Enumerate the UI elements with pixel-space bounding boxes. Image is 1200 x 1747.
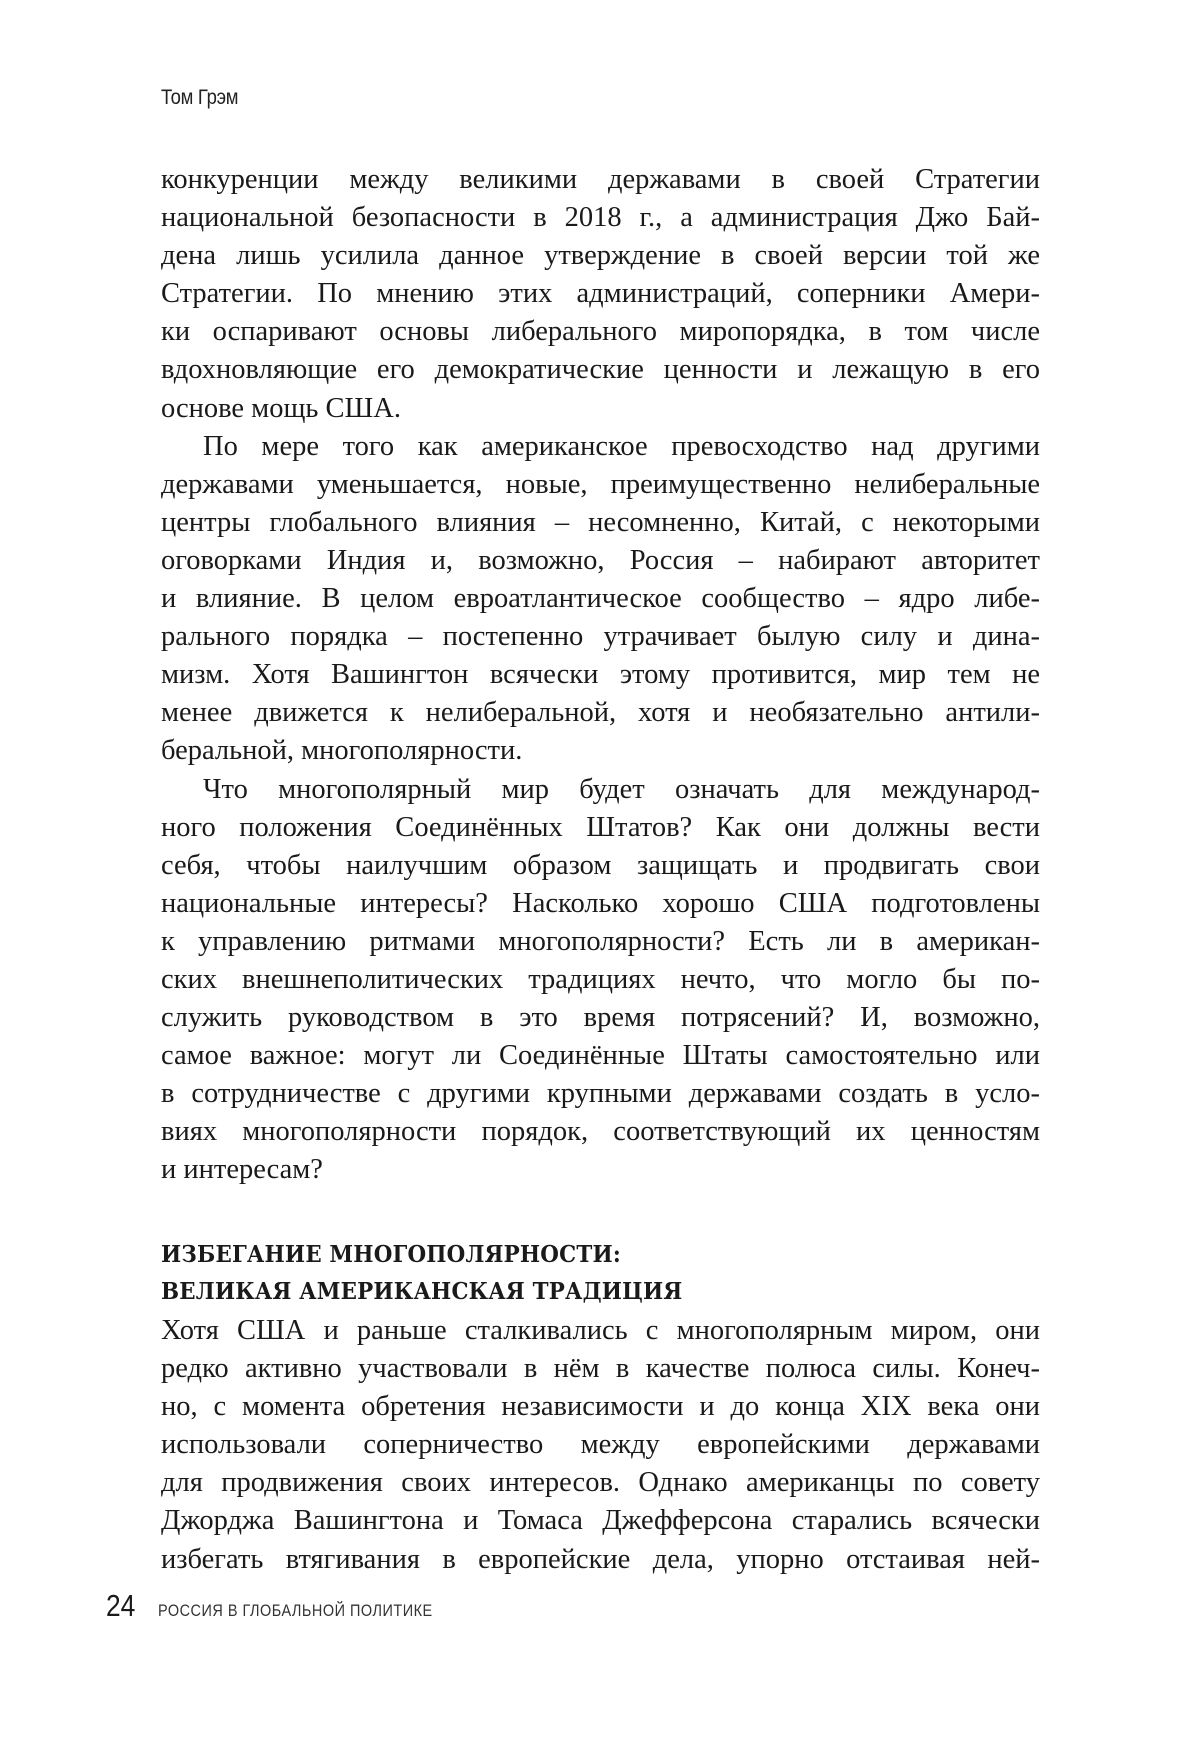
text-line: избегать втягивания в европейские дела, упорно отстаивая ней- [161, 1541, 1040, 1579]
text-line: редко активно участвовали в нём в качестве полюса силы. Конеч- [161, 1350, 1040, 1388]
text-line: но, с момента обретения независимости и до конца XIX века они [161, 1388, 1040, 1426]
section-heading-line: ВЕЛИКАЯ АМЕРИКАНСКАЯ ТРАДИЦИЯ [161, 1273, 682, 1310]
text-line: Джорджа Вашингтона и Томаса Джефферсона старались всячески [161, 1502, 1040, 1540]
text-line: самое важное: могут ли Соединённые Штаты самостоятельно или [161, 1037, 1040, 1075]
text-line: национальные интересы? Насколько хорошо США подготовлены [161, 885, 1040, 923]
text-line: дена лишь усилила данное утверждение в своей версии той же [161, 237, 1040, 275]
text-line: в сотрудничестве с другими крупными державами создать в усло- [161, 1075, 1040, 1113]
body-text-after-heading [161, 1312, 1040, 1579]
text-line: мизм. Хотя Вашингтон всячески этому противится, мир тем не [161, 656, 1040, 694]
text-line: для продвижения своих интересов. Однако американцы по совету [161, 1464, 1040, 1502]
text-line: По мере того как американское превосходство над другими [161, 428, 1040, 466]
section-heading [161, 1236, 682, 1310]
running-head-author: Том Грэм [161, 86, 238, 110]
text-line: основе мощь США. [161, 390, 1040, 428]
text-line: национальной безопасности в 2018 г., а администрация Джо Бай- [161, 199, 1040, 237]
section-heading-line: ИЗБЕГАНИЕ МНОГОПОЛЯРНОСТИ: [161, 1236, 682, 1273]
text-line: ских внешнеполитических традициях нечто, что могло бы по- [161, 961, 1040, 999]
text-line: центры глобального влияния – несомненно, Китай, с некоторыми [161, 504, 1040, 542]
text-line: использовали соперничество между европейскими державами [161, 1426, 1040, 1464]
text-line: Что многополярный мир будет означать для международ- [161, 771, 1040, 809]
text-line: ки оспаривают основы либерального миропорядка, в том числе [161, 313, 1040, 351]
text-line: к управлению ритмами многополярности? Есть ли в американ- [161, 923, 1040, 961]
page-number: 24 [106, 1588, 135, 1624]
text-line: Хотя США и раньше сталкивались с многополярным миром, они [161, 1312, 1040, 1350]
page-footer [106, 1588, 482, 1624]
text-line: служить руководством в это время потрясений? И, возможно, [161, 999, 1040, 1037]
text-line: виях многополярности порядок, соответствующий их ценностям [161, 1113, 1040, 1151]
text-line: Стратегии. По мнению этих администраций, соперники Амери- [161, 275, 1040, 313]
text-line: рального порядка – постепенно утрачивает былую силу и дина- [161, 618, 1040, 656]
text-line: беральной, многополярности. [161, 732, 1040, 770]
journal-title: РОССИЯ В ГЛОБАЛЬНОЙ ПОЛИТИКЕ [158, 1601, 433, 1621]
text-line: оговорками Индия и, возможно, Россия – набирают авторитет [161, 542, 1040, 580]
text-line: державами уменьшается, новые, преимущественно нелиберальные [161, 466, 1040, 504]
text-line: и влияние. В целом евроатлантическое сообщество – ядро либе- [161, 580, 1040, 618]
text-line: вдохновляющие его демократические ценности и лежащую в его [161, 351, 1040, 389]
text-line: и интересам? [161, 1151, 1040, 1189]
body-text-before-heading [161, 161, 1040, 1190]
text-line: себя, чтобы наилучшим образом защищать и продвигать свои [161, 847, 1040, 885]
text-line: ного положения Соединённых Штатов? Как они должны вести [161, 809, 1040, 847]
text-line: менее движется к нелиберальной, хотя и необязательно антили- [161, 694, 1040, 732]
text-line: конкуренции между великими державами в своей Стратегии [161, 161, 1040, 199]
